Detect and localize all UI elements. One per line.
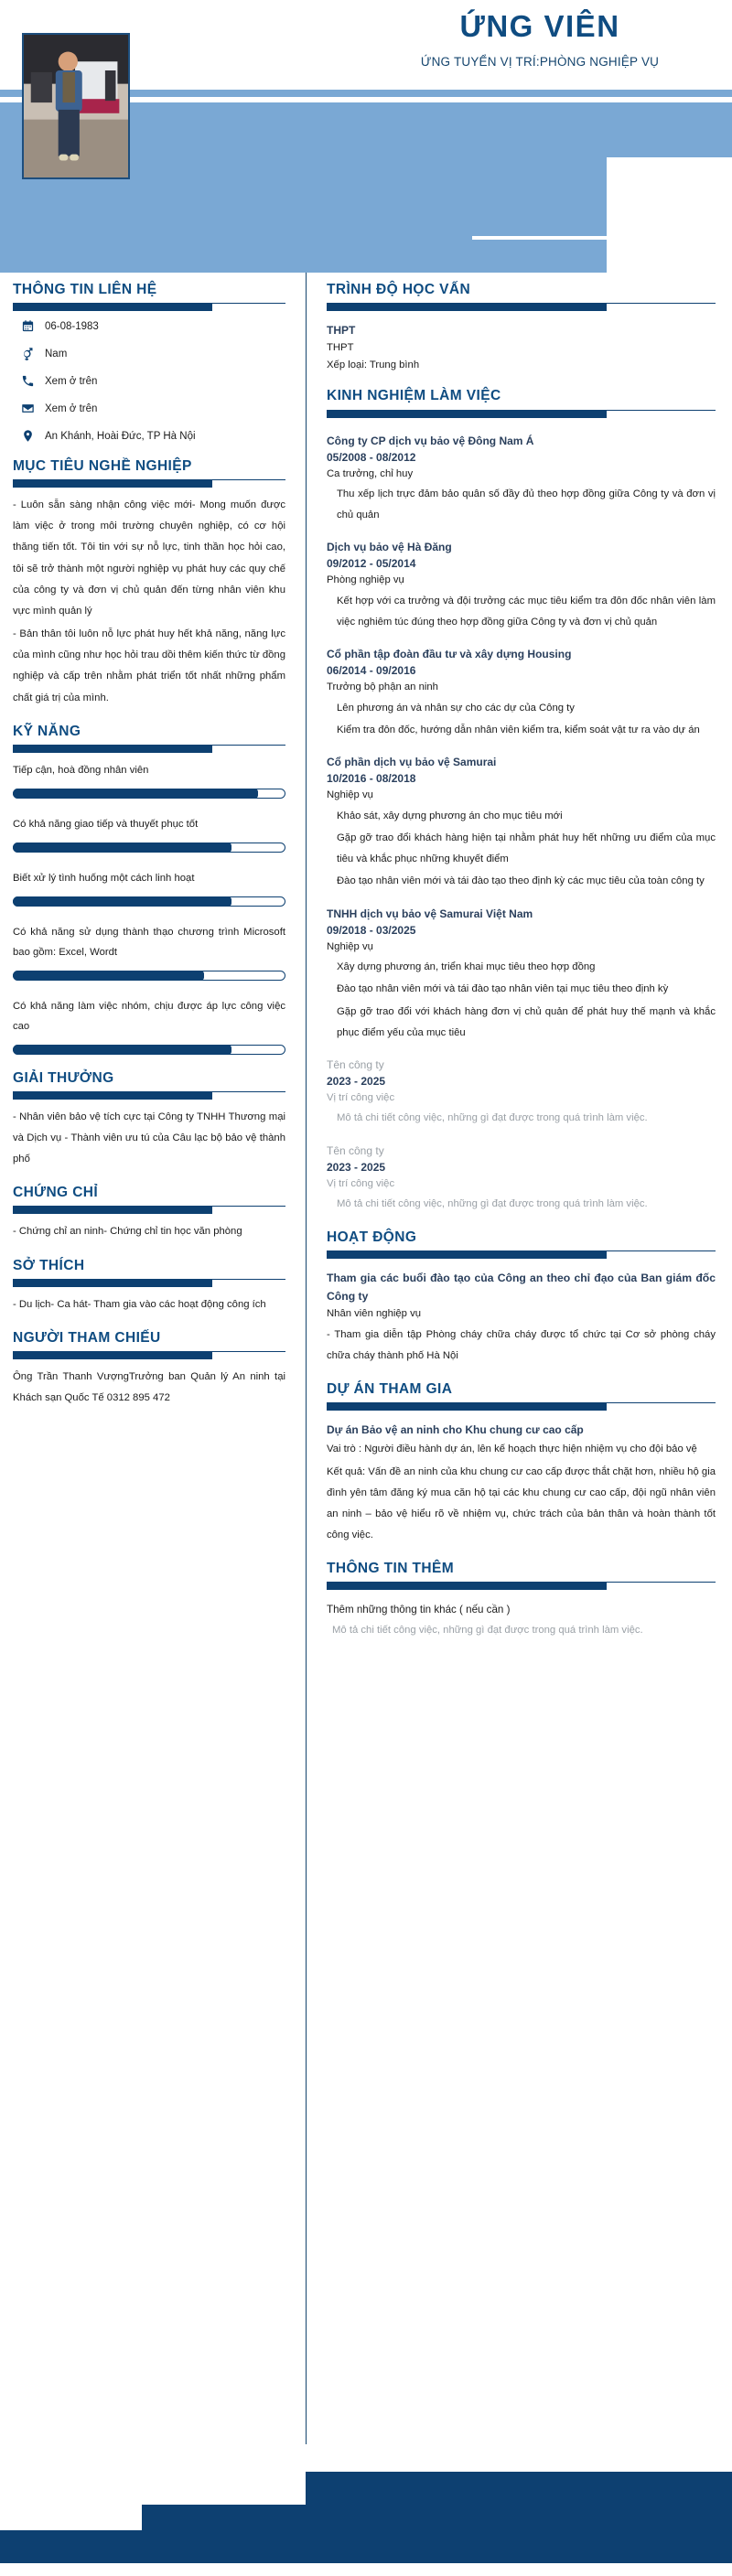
- experience-detail: Mô tả chi tiết công việc, những gì đạt được trong quá trình làm việc.: [337, 1112, 648, 1124]
- experience-entry-placeholder: [327, 1057, 716, 1130]
- experience-date: 2023 - 2025: [327, 1074, 386, 1088]
- experience-detail: Đào tạo nhân viên mới và tái đào tạo nhân viên tại mục tiêu theo định kỳ: [337, 983, 669, 995]
- section-rule: [327, 1402, 716, 1411]
- experience-position: Vị trí công việc: [327, 1091, 395, 1103]
- skill-item: [13, 922, 285, 981]
- cv-footer: [0, 2453, 732, 2563]
- experience-detail: Đào tạo nhân viên mới và tái đào tạo theo định kỳ các mục tiêu của toàn công ty: [337, 875, 705, 887]
- experience-entry-placeholder: [327, 1143, 716, 1216]
- contact-item-gender: [20, 346, 285, 361]
- education-entry: [327, 322, 716, 373]
- skill-progress-track: [13, 843, 285, 853]
- section-title-references: NGƯỜI THAM CHIẾU: [13, 1329, 161, 1346]
- project-entry: [327, 1422, 716, 1546]
- skill-progress-fill: [13, 896, 231, 907]
- experience-detail: Mô tả chi tiết công việc, những gì đạt được trong quá trình làm việc.: [337, 1198, 648, 1210]
- section-skills: [13, 724, 285, 1055]
- experience-date: 2023 - 2025: [327, 1160, 386, 1174]
- section-title-hobbies: SỞ THÍCH: [13, 1257, 85, 1273]
- section-title-education: TRÌNH ĐỘ HỌC VẤN: [327, 282, 471, 297]
- section-certificates: [13, 1185, 285, 1242]
- project-role: Vai trò : Người điều hành dự án, lên kế hoạch thực hiện nhiệm vụ cho đội bảo vệ: [327, 1444, 697, 1455]
- experience-detail: Lên phương án và nhân sự cho các dự của Công ty: [337, 703, 575, 714]
- phone-icon: [20, 373, 36, 389]
- skill-item: [13, 868, 285, 907]
- activity-entry: [327, 1270, 716, 1367]
- education-school: THPT: [327, 324, 356, 338]
- hobbies-text: - Du lịch- Ca hát- Tham gia vào các hoạt động công ích: [13, 1298, 266, 1310]
- contact-item-phone[interactable]: [20, 373, 285, 389]
- section-rule: [13, 479, 285, 488]
- skill-progress-track: [13, 789, 285, 799]
- experience-detail: Khảo sát, xây dựng phương án cho mục tiêu mới: [337, 810, 563, 821]
- section-rule: [327, 410, 716, 418]
- section-title-certificates: CHỨNG CHỈ: [13, 1185, 99, 1201]
- objective-paragraph: - Bản thân tôi luôn nỗ lực phát huy hết khả năng, năng lực của mình cũng như học hỏi trau dồi thêm kiến thức từ đồng nghiệp và cấp trên nhằm phát triển tốt nhất những phẩm chất giá trị của mình.: [13, 628, 285, 703]
- extra-entry: [327, 1601, 716, 1640]
- skill-progress-track: [13, 971, 285, 981]
- applied-position: ỨNG TUYỂN VỊ TRÍ:PHÒNG NGHIỆP VỤ: [420, 54, 660, 69]
- section-title-experience: KINH NGHIỆM LÀM VIỆC: [327, 388, 501, 404]
- skill-label: Tiếp cận, hoà đồng nhân viên: [13, 764, 149, 776]
- section-rule: [327, 1250, 716, 1259]
- experience-entry: [327, 906, 716, 1044]
- skill-progress-fill: [13, 1045, 231, 1055]
- skill-label: Có khả năng sử dụng thành thạo chương trình Microsoft bao gồm: Excel, Wordt: [13, 926, 285, 958]
- experience-detail: Gặp gỡ trao đổi với khách hàng đơn vị chủ quản để phát huy thế mạnh và khắc phục điểm yếu của mục tiêu: [337, 1005, 716, 1038]
- experience-company: Dịch vụ bảo vệ Hà Đăng: [327, 541, 452, 554]
- section-title-skills: KỸ NĂNG: [13, 723, 81, 739]
- experience-position: Phòng nghiệp vụ: [327, 574, 404, 586]
- contact-value: Xem ở trên: [45, 375, 98, 387]
- experience-position: Nghiệp vụ: [327, 789, 373, 801]
- candidate-name: ỨNG VIÊN: [459, 9, 620, 43]
- gender-icon: [20, 346, 36, 361]
- section-rule: [13, 1351, 285, 1359]
- experience-company: Cổ phần tập đoàn đầu tư và xây dựng Housing: [327, 648, 572, 661]
- certificates-text: - Chứng chỉ an ninh- Chứng chỉ tin học văn phòng: [13, 1226, 242, 1238]
- experience-entry: [327, 646, 716, 741]
- cv-body: [0, 267, 732, 2444]
- experience-detail: Gặp gỡ trao đổi khách hàng hiện tại nhằm phát huy hết những ưu điểm của mục tiêu và khắc phục những khuyết điểm: [337, 832, 716, 865]
- section-title-activities: HOẠT ĐỘNG: [327, 1229, 417, 1246]
- skill-label: Có khả năng giao tiếp và thuyết phục tốt: [13, 818, 199, 830]
- experience-detail: Kết hợp với ca trưởng và đội trưởng các mục tiêu kiểm tra đôn đốc nhân viên làm việc nghiêm túc đúng theo hợp đồng giữa Công ty và đơn vị chủ quản: [337, 596, 716, 628]
- awards-text: - Nhân viên bảo vệ tích cực tại Công ty TNHH Thương mại và Dịch vụ - Thành viên ưu tú của Câu lạc bộ bảo vệ thành phố: [13, 1111, 285, 1165]
- activity-detail: - Tham gia diễn tập Phòng cháy chữa cháy được tổ chức tại Cơ sở phòng cháy chữa cháy thành phố Hà Nội: [327, 1329, 716, 1362]
- footer-step-top: [306, 2472, 732, 2505]
- section-title-extra: THÔNG TIN THÊM: [327, 1561, 455, 1577]
- contact-value: An Khánh, Hoài Đức, TP Hà Nội: [45, 430, 196, 442]
- section-title-objective: MỤC TIÊU NGHỀ NGHIỆP: [13, 458, 192, 475]
- section-rule: [13, 1279, 285, 1287]
- project-result: Kết quả: Vấn đề an ninh của khu chung cư cao cấp được thắt chặt hơn, nhiều hộ gia đình yên tâm đăng ký mua căn hộ tại các khu chung cư cao cấp, đội ngũ nhân viên an ninh – bảo vệ hiểu rõ về nhiệm vụ, chức trách của bản thân và hoàn thành tốt công việc.: [327, 1465, 716, 1541]
- experience-company: Cổ phần dịch vụ bảo vệ Samurai: [327, 756, 497, 769]
- extra-description: Mô tả chi tiết công việc, những gì đạt được trong quá trình làm việc.: [332, 1625, 643, 1637]
- left-column: [0, 267, 306, 1411]
- calendar-icon: [20, 318, 36, 334]
- contact-item-email[interactable]: [20, 401, 285, 416]
- experience-entry: [327, 433, 716, 527]
- skill-item: [13, 814, 285, 853]
- skill-progress-track: [13, 896, 285, 907]
- section-rule: [13, 745, 285, 753]
- experience-detail: Xây dựng phương án, triển khai mục tiêu theo hợp đồng: [337, 961, 596, 973]
- candidate-photo: [22, 33, 130, 179]
- footer-step-mid: [142, 2505, 732, 2530]
- experience-position: Nghiệp vụ: [327, 940, 373, 952]
- section-references: [13, 1330, 285, 1409]
- contact-value: Xem ở trên: [45, 402, 98, 414]
- header-title-block: [357, 9, 723, 69]
- experience-company: Tên công ty: [327, 1057, 384, 1071]
- references-text: Ông Trần Thanh VượngTrưởng ban Quản lý An ninh tại Khách sạn Quốc Tế 0312 895 472: [13, 1370, 285, 1403]
- activity-position: Nhân viên nghiệp vụ: [327, 1308, 422, 1320]
- section-awards: [13, 1070, 285, 1171]
- skill-progress-fill: [13, 789, 258, 799]
- right-column: [306, 267, 732, 2444]
- experience-date: 10/2016 - 08/2018: [327, 772, 416, 786]
- extra-heading: Thêm những thông tin khác ( nếu cần ): [327, 1604, 511, 1616]
- section-title-awards: GIẢI THƯỞNG: [13, 1069, 114, 1086]
- section-contact: [13, 282, 285, 444]
- experience-detail: Thu xếp lịch trực đảm bảo quân số đầy đủ theo hợp đồng giữa Công ty và đơn vị chủ quản: [337, 488, 716, 521]
- skill-label: Có khả năng làm việc nhóm, chịu được áp lực công việc cao: [13, 1000, 285, 1032]
- location-icon: [20, 428, 36, 444]
- experience-entry: [327, 754, 716, 892]
- section-experience: [327, 388, 716, 1215]
- section-rule: [13, 1091, 285, 1100]
- experience-position: Vị trí công việc: [327, 1177, 395, 1189]
- education-grade: Xếp loại: Trung bình: [327, 359, 420, 370]
- activity-heading: Tham gia các buổi đào tạo của Công an theo chỉ đạo của Ban giám đốc Công ty: [327, 1272, 716, 1303]
- skill-item: [13, 996, 285, 1055]
- section-rule: [13, 303, 285, 311]
- skill-item: [13, 760, 285, 799]
- section-title-projects: DỰ ÁN THAM GIA: [327, 1381, 453, 1398]
- cv-header: [0, 0, 732, 267]
- contact-value: Nam: [45, 348, 68, 360]
- email-icon: [20, 401, 36, 416]
- section-rule: [327, 1582, 716, 1590]
- skill-progress-track: [13, 1045, 285, 1055]
- section-rule: [13, 1206, 285, 1214]
- experience-position: Trưởng bộ phận an ninh: [327, 682, 438, 693]
- section-hobbies: [13, 1258, 285, 1315]
- skill-label: Biết xử lý tình huống một cách linh hoạt: [13, 872, 195, 884]
- contact-item-birthdate: [20, 318, 285, 334]
- photo-illustration: [24, 35, 128, 177]
- skill-progress-fill: [13, 971, 204, 981]
- experience-date: 09/2012 - 05/2014: [327, 557, 416, 571]
- section-projects: [327, 1381, 716, 1546]
- contact-list: [13, 318, 285, 444]
- experience-company: TNHH dịch vụ bảo vệ Samurai Việt Nam: [327, 907, 533, 920]
- experience-company: Tên công ty: [327, 1143, 384, 1157]
- section-objective: [13, 458, 285, 709]
- project-name: Dự án Bảo vệ an ninh cho Khu chung cư cao cấp: [327, 1423, 584, 1437]
- contact-value: 06-08-1983: [45, 320, 99, 332]
- section-rule: [327, 303, 716, 311]
- footer-step-bottom: [0, 2530, 732, 2563]
- experience-position: Ca trưởng, chỉ huy: [327, 467, 414, 479]
- section-activities: [327, 1229, 716, 1367]
- skill-progress-fill: [13, 843, 231, 853]
- experience-company: Công ty CP dịch vụ bảo vệ Đông Nam Á: [327, 434, 534, 447]
- experience-date: 06/2014 - 09/2016: [327, 664, 416, 678]
- education-degree: THPT: [327, 342, 354, 354]
- contact-item-address: [20, 428, 285, 444]
- objective-paragraph: - Luôn sẵn sàng nhận công việc mới- Mong muốn được làm việc ở trong môi trường chuyên nghiệp, có cơ hội thăng tiến tốt. Tôi tin với sự nỗ lực, tinh thần học hỏi cao, tôi sẽ trở thành một người nghiệp vụ phát huy các quy chế của công ty và đơn vị chủ quản đến từng nhân viên khu vực mình quản lý: [13, 499, 285, 617]
- experience-entry: [327, 539, 716, 633]
- experience-detail: Kiểm tra đôn đốc, hướng dẫn nhân viên kiểm tra, kiểm soát vật tư ra vào dự án: [337, 724, 700, 736]
- experience-date: 09/2018 - 03/2025: [327, 923, 416, 937]
- section-extra-info: [327, 1561, 716, 1641]
- section-title-contact: THÔNG TIN LIÊN HỆ: [13, 282, 157, 297]
- section-education: [327, 282, 716, 373]
- experience-date: 05/2008 - 08/2012: [327, 450, 416, 464]
